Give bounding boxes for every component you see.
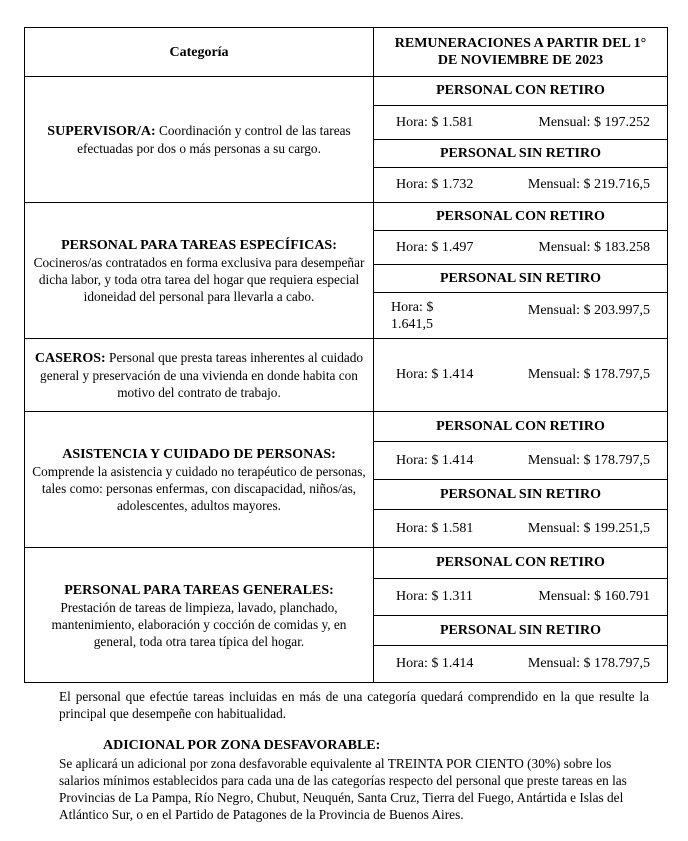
label-sin-retiro: PERSONAL SIN RETIRO [374,616,668,646]
mensual-value: Mensual: $ 203.997,5 [527,302,650,318]
category-description: Comprende la asistencia y cuidado no terapéutico de personas, tales como: personas enfermas, con discapacidad, niños/as, adolescentes, adultos mayores. [32,464,366,513]
mensual-value: Mensual: $ 199.251,5 [527,520,650,536]
category-title: PERSONAL PARA TAREAS ESPECÍFICAS: [61,238,337,253]
table-row [25,77,668,106]
category-cell-asistencia [25,412,374,548]
label-sin-retiro: PERSONAL SIN RETIRO [374,265,668,293]
category-title: ASISTENCIA Y CUIDADO DE PERSONAS: [62,447,336,462]
label-sin-retiro: PERSONAL SIN RETIRO [374,480,668,510]
category-title: SUPERVISOR/A: [47,124,156,139]
label-sin-retiro: PERSONAL SIN RETIRO [374,140,668,168]
header-remuneraciones: REMUNERACIONES A PARTIR DEL 1° DE NOVIEMBRE DE 2023 [374,28,668,77]
category-description: Personal que presta tareas inherentes al cuidado general y preservación de una vivienda en donde habita con motivo del contrato de trabajo. [40,350,364,400]
category-description: Prestación de tareas de limpieza, lavado, planchado, mantenimiento, elaboración y cocción de comidas y, en general, toda otra tarea típica del hogar. [51,599,347,649]
category-description: Cocineros/as contratados en forma exclusiva para desempeñar dicha labor, y toda otra tarea del hogar que requiera especial idoneidad del personal para llevarla a cabo. [33,255,365,304]
hora-value: Hora: $ 1.641,5 [391,299,434,332]
table-header-row [25,28,668,77]
hora-value: Hora: $ 1.581 [396,520,474,536]
table-row [25,412,668,442]
label-con-retiro: PERSONAL CON RETIRO [374,412,668,442]
hora-value: Hora: $ 1.414 [396,656,474,671]
footer-paragraph-categoria: El personal que efectúe tareas incluidas en más de una categoría quedará comprendido en la que resulte la principal que desempeñe con habitualidad. [59,689,649,721]
mensual-value: Mensual: $ 178.797,5 [527,452,650,468]
hora-value: Hora: $ 1.414 [396,367,474,382]
mensual-value: Mensual: $ 178.797,5 [527,367,650,382]
category-description: Coordinación y control de las tareas efectuadas por dos o más personas a su cargo. [77,123,351,156]
table-row [25,203,668,231]
mensual-value: Mensual: $ 197.252 [538,114,650,130]
category-cell-supervisor [25,77,374,203]
table-row [25,548,668,579]
mensual-value: Mensual: $ 183.258 [538,239,650,255]
category-cell-tareas-generales [25,548,374,683]
table-row [25,339,668,412]
hora-value: Hora: $ 1.581 [396,114,474,130]
adicional-paragraph: Se aplicará un adicional por zona desfavorable equivalente al TREINTA POR CIENTO (30%) sobre los salarios mínimos establecidos para cada una de las categorías respecto del personal que preste tareas en las Provincias de La Pampa, Río Negro, Chubut, Neuquén, Santa Cruz, Tierra del Fuego, Antártida e Islas del Atlántico Sur, o en el Partido de Patagones de la Provincia de Buenos Aires. [59,756,627,822]
adicional-title: ADICIONAL POR ZONA DESFAVORABLE: [103,738,381,753]
category-cell-tareas-especificas [25,203,374,339]
mensual-value: Mensual: $ 219.716,5 [527,177,650,192]
mensual-value: Mensual: $ 160.791 [538,589,650,604]
label-con-retiro: PERSONAL CON RETIRO [374,548,668,579]
mensual-value: Mensual: $ 178.797,5 [527,656,650,671]
label-con-retiro: PERSONAL CON RETIRO [374,77,668,106]
hora-value: Hora: $ 1.732 [396,177,474,192]
category-cell-caseros [25,339,374,412]
header-categoria: Categoría [25,28,374,77]
label-con-retiro: PERSONAL CON RETIRO [374,203,668,231]
category-title: CASEROS: [34,351,106,366]
category-title: PERSONAL PARA TAREAS GENERALES: [64,582,334,598]
hora-value: Hora: $ 1.414 [396,452,474,468]
hora-value: Hora: $ 1.311 [396,589,473,604]
salary-table [24,27,668,683]
hora-value: Hora: $ 1.497 [396,239,474,255]
